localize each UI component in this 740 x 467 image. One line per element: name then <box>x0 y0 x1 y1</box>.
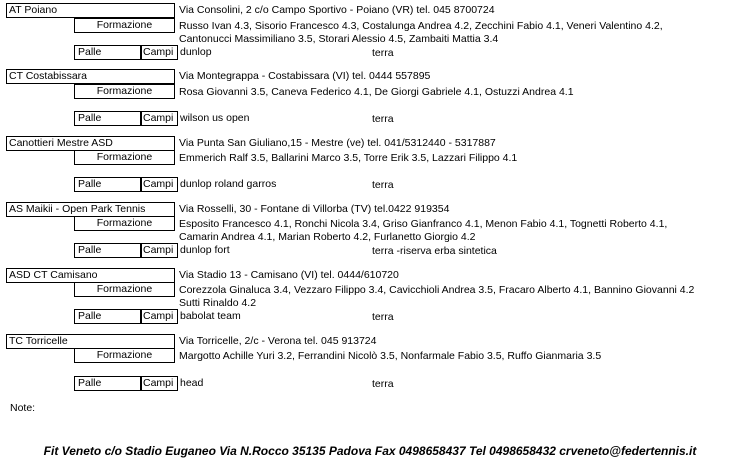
campi-label: Campi <box>141 177 178 192</box>
players-line: Cantonucci Massimiliano 3.5, Storari Alessio 4.5, Zambaiti Mattia 3.4 <box>179 33 499 45</box>
formazione-label: Formazione <box>74 84 175 99</box>
palle-label: Palle <box>74 243 141 258</box>
club-name: CT Costabissara <box>6 69 175 84</box>
formazione-label: Formazione <box>74 216 175 231</box>
campi-value: terra <box>372 179 394 191</box>
players-line: Sutti Rinaldo 4.2 <box>179 297 257 309</box>
players-line: Esposito Francesco 4.1, Ronchi Nicola 3.4, Griso Gianfranco 4.1, Menon Fabio 4.1, Tognetti Roberto 4.1, <box>179 218 668 230</box>
players-line: Margotto Achille Yuri 3.2, Ferrandini Nicolò 3.5, Nonfarmale Fabio 3.5, Ruffo Gianmaria 3.5 <box>179 350 602 362</box>
players-line: Rosa Giovanni 3.5, Caneva Federico 4.1, De Giorgi Gabriele 4.1, Ostuzzi Andrea 4.1 <box>179 86 574 98</box>
players-line: Corezzola Ginaluca 3.4, Vezzaro Filippo 3.4, Cavicchioli Andrea 3.5, Fracaro Alberto 4.1, Bannino Giovanni 4.2 <box>179 284 695 296</box>
campi-label: Campi <box>141 376 178 391</box>
formazione-label: Formazione <box>74 282 175 297</box>
club-address: Via Stadio 13 - Camisano (VI) tel. 0444/610720 <box>179 269 399 281</box>
players-line: Emmerich Ralf 3.5, Ballarini Marco 3.5, Torre Erik 3.5, Lazzari Filippo 4.1 <box>179 152 518 164</box>
formazione-label: Formazione <box>74 18 175 33</box>
club-name: Canottieri Mestre ASD <box>6 136 175 151</box>
campi-label: Campi <box>141 111 178 126</box>
palle-value: wilson us open <box>180 112 250 124</box>
formazione-label: Formazione <box>74 348 175 363</box>
palle-label: Palle <box>74 177 141 192</box>
campi-value: terra <box>372 378 394 390</box>
campi-value: terra <box>372 113 394 125</box>
club-address: Via Montegrappa - Costabissara (VI) tel. 0444 557895 <box>179 70 431 82</box>
palle-value: head <box>180 377 204 389</box>
palle-label: Palle <box>74 45 141 60</box>
players-line: Russo Ivan 4.3, Sisorio Francesco 4.3, Costalunga Andrea 4.2, Zecchini Fabio 4.1, Veneri Valentino 4.2, <box>179 20 663 32</box>
palle-value: dunlop <box>180 46 212 58</box>
club-name: TC Torricelle <box>6 334 175 349</box>
note-label: Note: <box>10 402 36 414</box>
club-address: Via Punta San Giuliano,15 - Mestre (ve) tel. 041/5312440 - 5317887 <box>179 137 496 149</box>
palle-value: dunlop fort <box>180 244 230 256</box>
palle-value: dunlop roland garros <box>180 178 277 190</box>
club-address: Via Consolini, 2 c/o Campo Sportivo - Poiano (VR) tel. 045 8700724 <box>179 4 495 16</box>
palle-label: Palle <box>74 376 141 391</box>
club-address: Via Torricelle, 2/c - Verona tel. 045 913724 <box>179 335 377 347</box>
campi-value: terra -riserva erba sintetica <box>372 245 497 257</box>
palle-value: babolat team <box>180 310 241 322</box>
campi-label: Campi <box>141 309 178 324</box>
palle-label: Palle <box>74 111 141 126</box>
club-name: ASD CT Camisano <box>6 268 175 283</box>
campi-value: terra <box>372 47 394 59</box>
club-name: AS Maikii - Open Park Tennis <box>6 202 175 217</box>
club-name: AT Poiano <box>6 3 175 18</box>
footer-contact: Fit Veneto c/o Stadio Euganeo Via N.Rocco 35135 Padova Fax 0498658437 Tel 0498658432 crveneto@federtennis.it <box>43 444 697 458</box>
campi-label: Campi <box>141 243 178 258</box>
campi-label: Campi <box>141 45 178 60</box>
palle-label: Palle <box>74 309 141 324</box>
formazione-label: Formazione <box>74 150 175 165</box>
players-line: Camarin Andrea 4.1, Marian Roberto 4.2, Furlanetto Giorgio 4.2 <box>179 231 476 243</box>
club-address: Via Rosselli, 30 - Fontane di Villorba (TV) tel.0422 919354 <box>179 203 450 215</box>
campi-value: terra <box>372 311 394 323</box>
